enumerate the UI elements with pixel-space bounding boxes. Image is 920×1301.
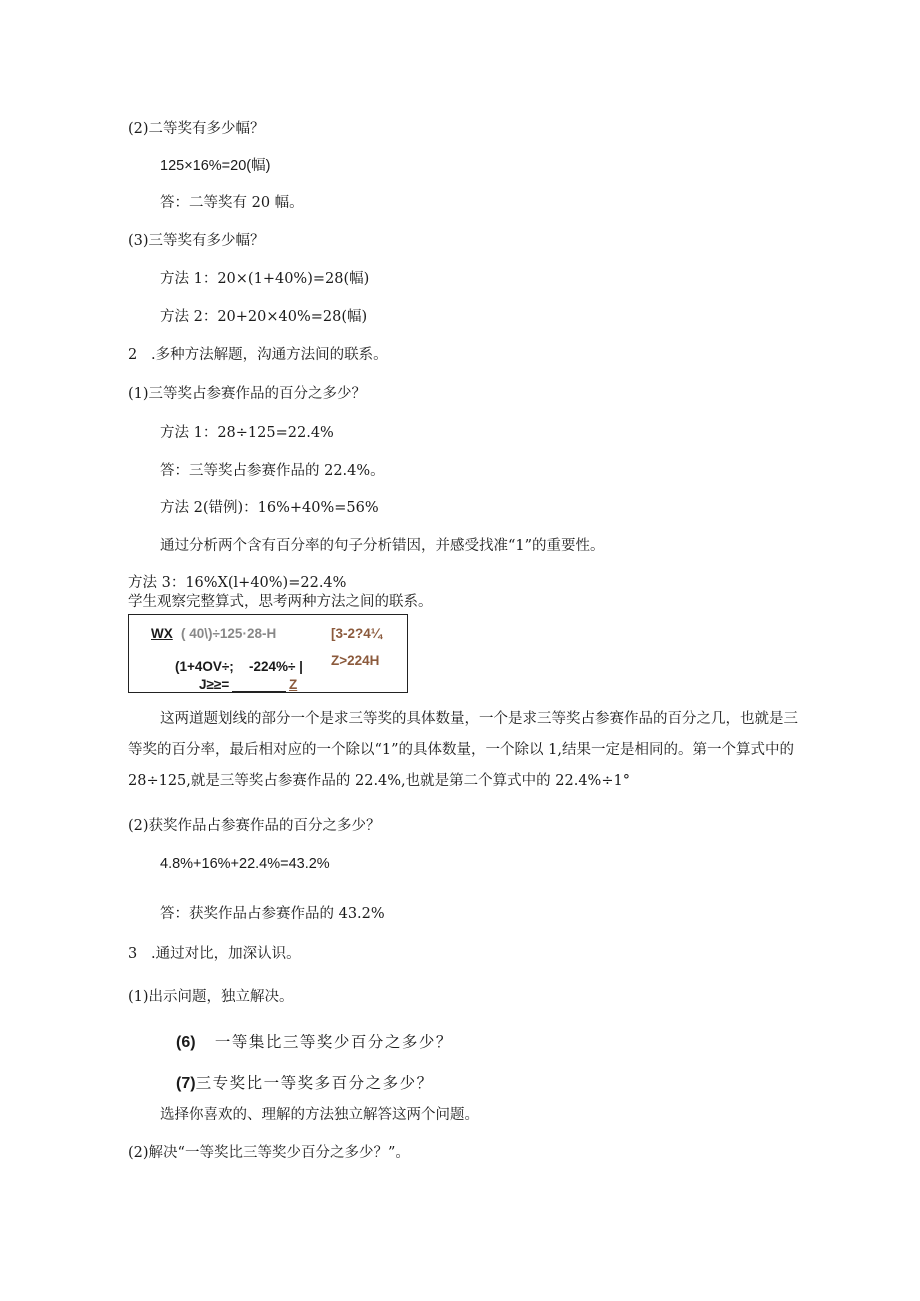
question-3: (3)三等奖有多少幅？ <box>128 233 265 249</box>
section-3-step-1: (1)出示问题，独立解决。 <box>128 989 294 1005</box>
problem-6-number: (6) <box>176 1034 196 1051</box>
explanation-text: 这两道题划线的部分一个是求三等奖的具体数量，一个是求三等奖占参赛作品的百分之几，也就是三等奖的百分率，最后相对应的一个除以“1”的具体数量，一个除以 1,结果一定是相同的。第一个算式中的 28÷125,就是三等奖占参赛作品的 22.4%,也就是第二个算式中的 22.4%÷1° <box>128 711 798 789</box>
question-2-answer: 答：二等奖有 20 幅。 <box>160 195 304 211</box>
problem-7-text: 三专奖比一等奖多百分之多少？ <box>195 1074 434 1092</box>
section-2-question-2: (2)获奖作品占参赛作品的百分之多少？ <box>128 818 381 834</box>
figure-row3-b: Z <box>289 677 298 692</box>
problem-6 <box>176 1030 453 1052</box>
figure-row2-b: -224%÷ | <box>249 659 303 674</box>
explanation-paragraph <box>128 704 798 797</box>
section-3-step-2: (2)解决“一等奖比三等奖少百分之多少？”。 <box>128 1145 410 1161</box>
section-2-method-1: 方法 1：28÷125=22.4% <box>160 425 334 441</box>
figure-row2-a: (1+4OV÷; <box>175 659 234 674</box>
section-2-method-3: 方法 3：16%X(l+40%)=22.4% <box>128 575 347 591</box>
question-2: (2)二等奖有多少幅？ <box>128 121 265 137</box>
section-2-method-2: 方法 2(错例)：16%+40%=56% <box>160 500 379 516</box>
section-3-heading: 3 .通过对比，加深认识。 <box>128 946 301 962</box>
section-2-question-2-calculation: 4.8%+16%+22.4%=43.2% <box>160 856 330 872</box>
problem-7 <box>176 1071 434 1093</box>
problem-7-number: (7) <box>176 1075 196 1092</box>
figure-row3-a: J≥≥= <box>199 677 230 692</box>
handwritten-equation-figure <box>128 614 408 693</box>
section-2-answer: 答：三等奖占参赛作品的 22.4%。 <box>160 463 385 479</box>
instruction-choose-method: 选择你喜欢的、理解的方法独立解答这两个问题。 <box>160 1107 479 1123</box>
figure-row1-a: WX <box>151 626 173 641</box>
section-2-note: 通过分析两个含有百分率的句子分析错因，并感受找准“1”的重要性。 <box>160 538 605 554</box>
section-2-question-1: (1)三等奖占参赛作品的百分之多少？ <box>128 386 367 402</box>
section-2-observe: 学生观察完整算式，思考两种方法之间的联系。 <box>128 594 433 610</box>
figure-underline <box>232 691 286 692</box>
figure-row1-b: ( 40\)÷125·28-H <box>181 626 277 641</box>
section-2-heading: 2 .多种方法解题，沟通方法间的联系。 <box>128 347 388 363</box>
figure-row2-c: Z>224H <box>331 653 380 668</box>
question-2-calculation: 125×16%=20(幅) <box>160 158 271 174</box>
problem-6-text: 一等集比三等奖少百分之多少？ <box>214 1033 453 1051</box>
question-3-method-2: 方法 2：20+20×40%=28(幅) <box>160 309 368 325</box>
figure-row1-c: [3-2?4¼ <box>331 626 383 641</box>
question-3-method-1: 方法 1：20×(1+40%)=28(幅) <box>160 271 370 287</box>
section-2-question-2-answer: 答：获奖作品占参赛作品的 43.2% <box>160 906 385 922</box>
